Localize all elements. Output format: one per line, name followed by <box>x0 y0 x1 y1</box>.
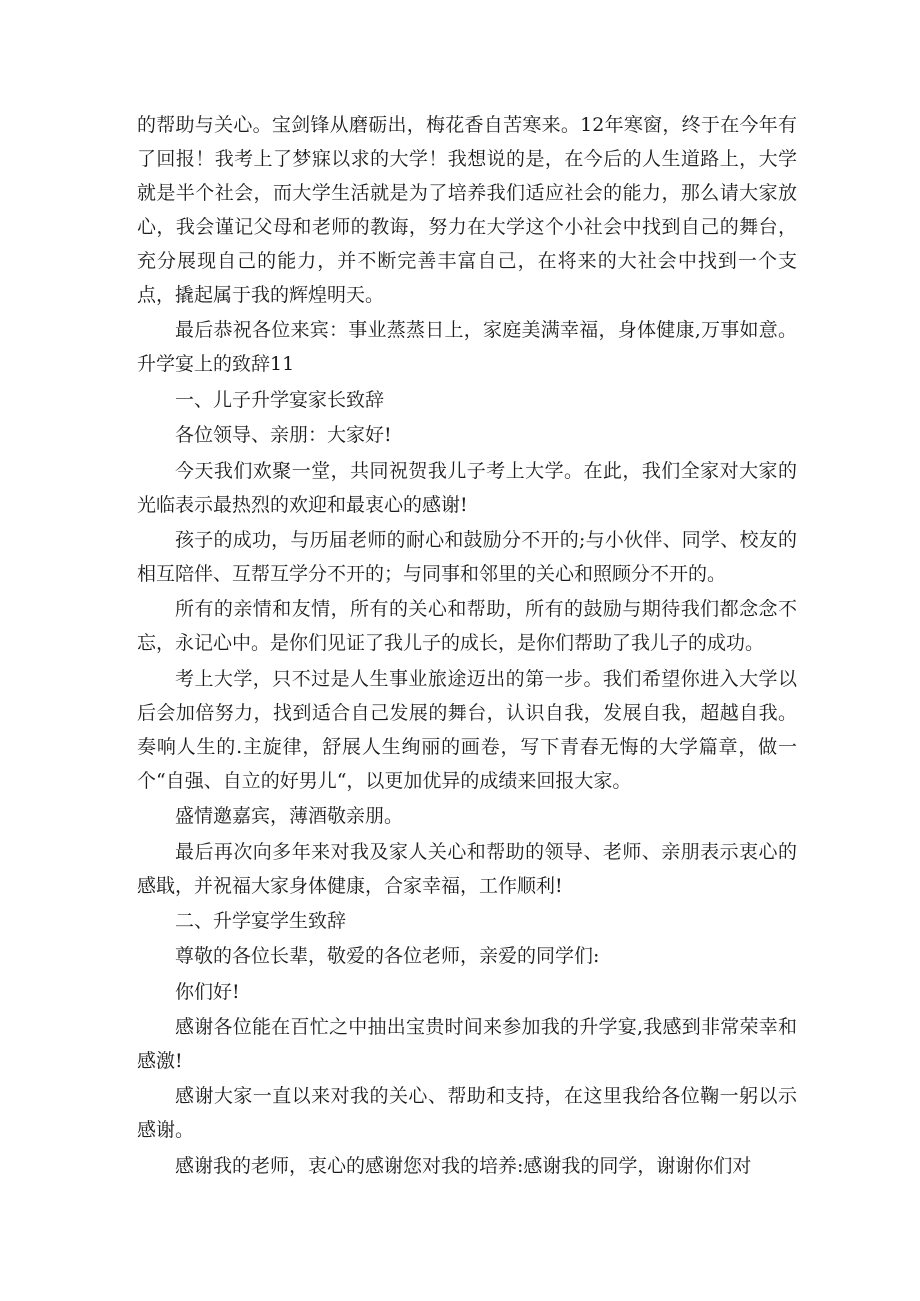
paragraph: 感谢大家一直以来对我的关心、帮助和支持，在这里我给各位鞠一躬以示感谢。 <box>137 1085 797 1142</box>
paragraph: 盛情邀嘉宾，薄酒敬亲朋。 <box>175 805 404 828</box>
paragraph-closing-wishes: 最后恭祝各位来宾：事业蒸蒸日上，家庭美满幸福，身体健康,万事如意。升学宴上的致辞11 <box>137 319 797 376</box>
section-heading-student-speech: 二、升学宴学生致辞 <box>175 909 347 932</box>
salutation-parent: 各位领导、亲朋：大家好! <box>175 424 392 447</box>
salutation-student: 尊敬的各位长辈，敬爱的各位老师，亲爱的同学们: <box>175 945 600 968</box>
paragraph: 所有的亲情和友情，所有的关心和帮助，所有的鼓励与期待我们都念念不忘，永记心中。是你们见证了我儿子的成长，是你们帮助了我儿子的成功。 <box>137 598 797 655</box>
paragraph: 考上大学，只不过是人生事业旅途迈出的第一步。我们希望你进入大学以后会加倍努力，找到适合自己发展的舞台，认识自我，发展自我，超越自我。奏响人生的.主旋律，舒展人生绚丽的画卷，写下青春无悔的大学篇章，做一个“自强、自立的好男儿“，以更加优异的成绩来回报大家。 <box>137 667 797 792</box>
paragraph-truncated: 感谢我的老师，衷心的感谢您对我的培养:感谢我的同学，谢谢你们对 <box>175 1154 752 1177</box>
document-body <box>137 108 797 1184</box>
paragraph-continuation: 的帮助与关心。宝剑锋从磨砺出，梅花香自苦寒来。12年寒窗，终于在今年有了回报！我考上了梦寐以求的大学！我想说的是，在今后的人生道路上，大学就是半个社会，而大学生活就是为了培养我们适应社会的能力，那么请大家放心，我会谨记父母和老师的教诲，努力在大学这个小社会中找到自己的舞台，充分展现自己的能力，并不断完善丰富自己，在将来的大社会中找到一个支点，撬起属于我的辉煌明天。 <box>137 114 797 306</box>
paragraph: 孩子的成功，与历届老师的耐心和鼓励分不开的;与小伙伴、同学、校友的相互陪伴、互帮互学分不开的；与同事和邻里的关心和照顾分不开的。 <box>137 528 797 585</box>
section-heading-parent-speech: 一、儿子升学宴家长致辞 <box>175 388 385 411</box>
greeting: 你们好! <box>175 980 240 1003</box>
paragraph: 今天我们欢聚一堂，共同祝贺我儿子考上大学。在此，我们全家对大家的光临表示最热烈的欢迎和最衷心的感谢! <box>137 459 797 516</box>
paragraph: 最后再次向多年来对我及家人关心和帮助的领导、老师、亲朋表示衷心的感戢，并祝福大家身体健康，合家幸福，工作顺利! <box>137 840 797 897</box>
paragraph: 感谢各位能在百忙之中抽出宝贵时间来参加我的升学宴,我感到非常荣幸和感激! <box>137 1016 797 1073</box>
